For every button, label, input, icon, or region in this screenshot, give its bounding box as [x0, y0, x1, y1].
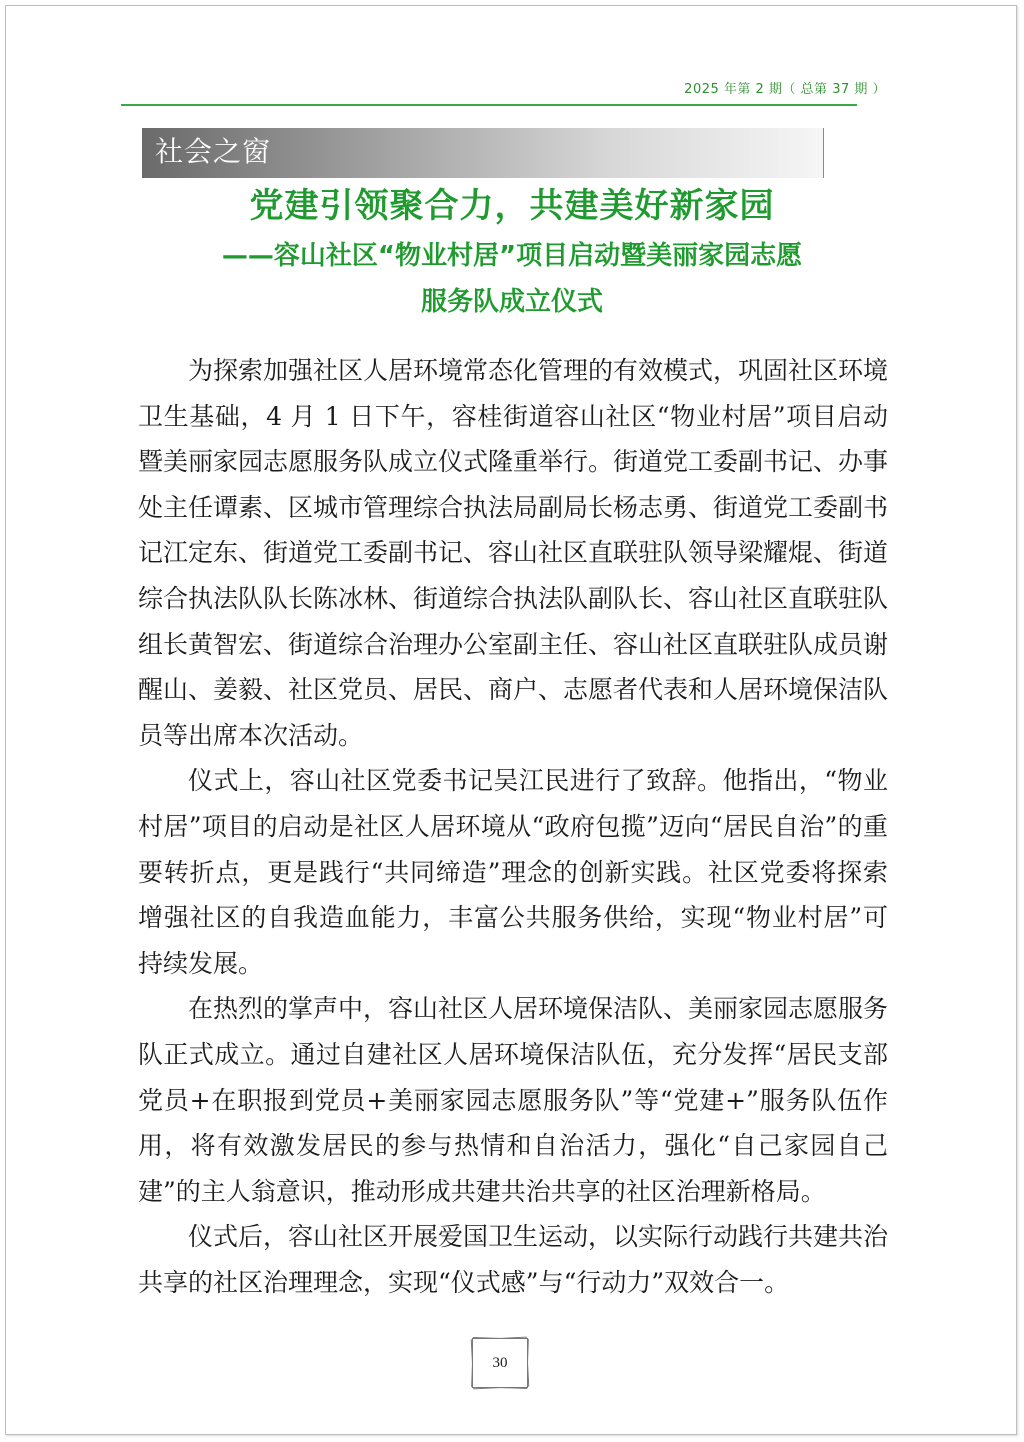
article-subtitle-line2: 服务队成立仪式: [420, 287, 603, 317]
header-rule: [121, 104, 857, 106]
section-title: 社会之窗: [155, 135, 272, 168]
page-number-badge: [472, 1338, 530, 1390]
section-band-divider: [823, 128, 824, 178]
issue-label: 2025 年第 2 期（ 总第 37 期 ）: [684, 82, 886, 97]
article-title: 党建引领聚合力，共建美好新家园: [249, 186, 775, 226]
article-subtitle-line1: ——容山社区“物业村居”项目启动暨美丽家园志愿: [221, 241, 803, 271]
page-number: 30: [492, 1355, 508, 1371]
article-body: [138, 348, 888, 1305]
paragraph: 为探索加强社区人居环境常态化管理的有效模式，巩固社区环境卫生基础，4 月 1 日下午，容桂街道容山社区“物业村居”项目启动暨美丽家园志愿服务队成立仪式隆重举行。街道党工委副书记、办事处主任谭素、区城市管理综合执法局副局长杨志勇、街道党工委副书记江定东、街道党工委副书记、容山社区直联驻队领导梁耀焜、街道综合执法队队长陈冰林、街道综合执法队副队长、容山社区直联驻队组长黄智宏、街道综合治理办公室副主任、容山社区直联驻队成员谢醒山、姜毅、社区党员、居民、商户、志愿者代表和人居环境保洁队员等出席本次活动。: [138, 356, 889, 750]
paragraph: 仪式后，容山社区开展爱国卫生运动，以实际行动践行共建共治共享的社区治理理念，实现“仪式感”与“行动力”双效合一。: [138, 1222, 889, 1297]
paragraph: 在热烈的掌声中，容山社区人居环境保洁队、美丽家园志愿服务队正式成立。通过自建社区人居环境保洁队伍，充分发挥“居民支部党员+在职报到党员+美丽家园志愿服务队”等“党建+”服务队伍作用，将有效激发居民的参与热情和自治活力，强化“自己家园自己建”的主人翁意识，推动形成共建共治共享的社区治理新格局。: [138, 994, 889, 1206]
paragraph: 仪式上，容山社区党委书记吴江民进行了致辞。他指出，“物业村居”项目的启动是社区人居环境从“政府包揽”迈向“居民自治”的重要转折点，更是践行“共同缔造”理念的创新实践。社区党委将探索增强社区的自我造血能力，丰富公共服务供给，实现“物业村居”可持续发展。: [138, 766, 889, 978]
